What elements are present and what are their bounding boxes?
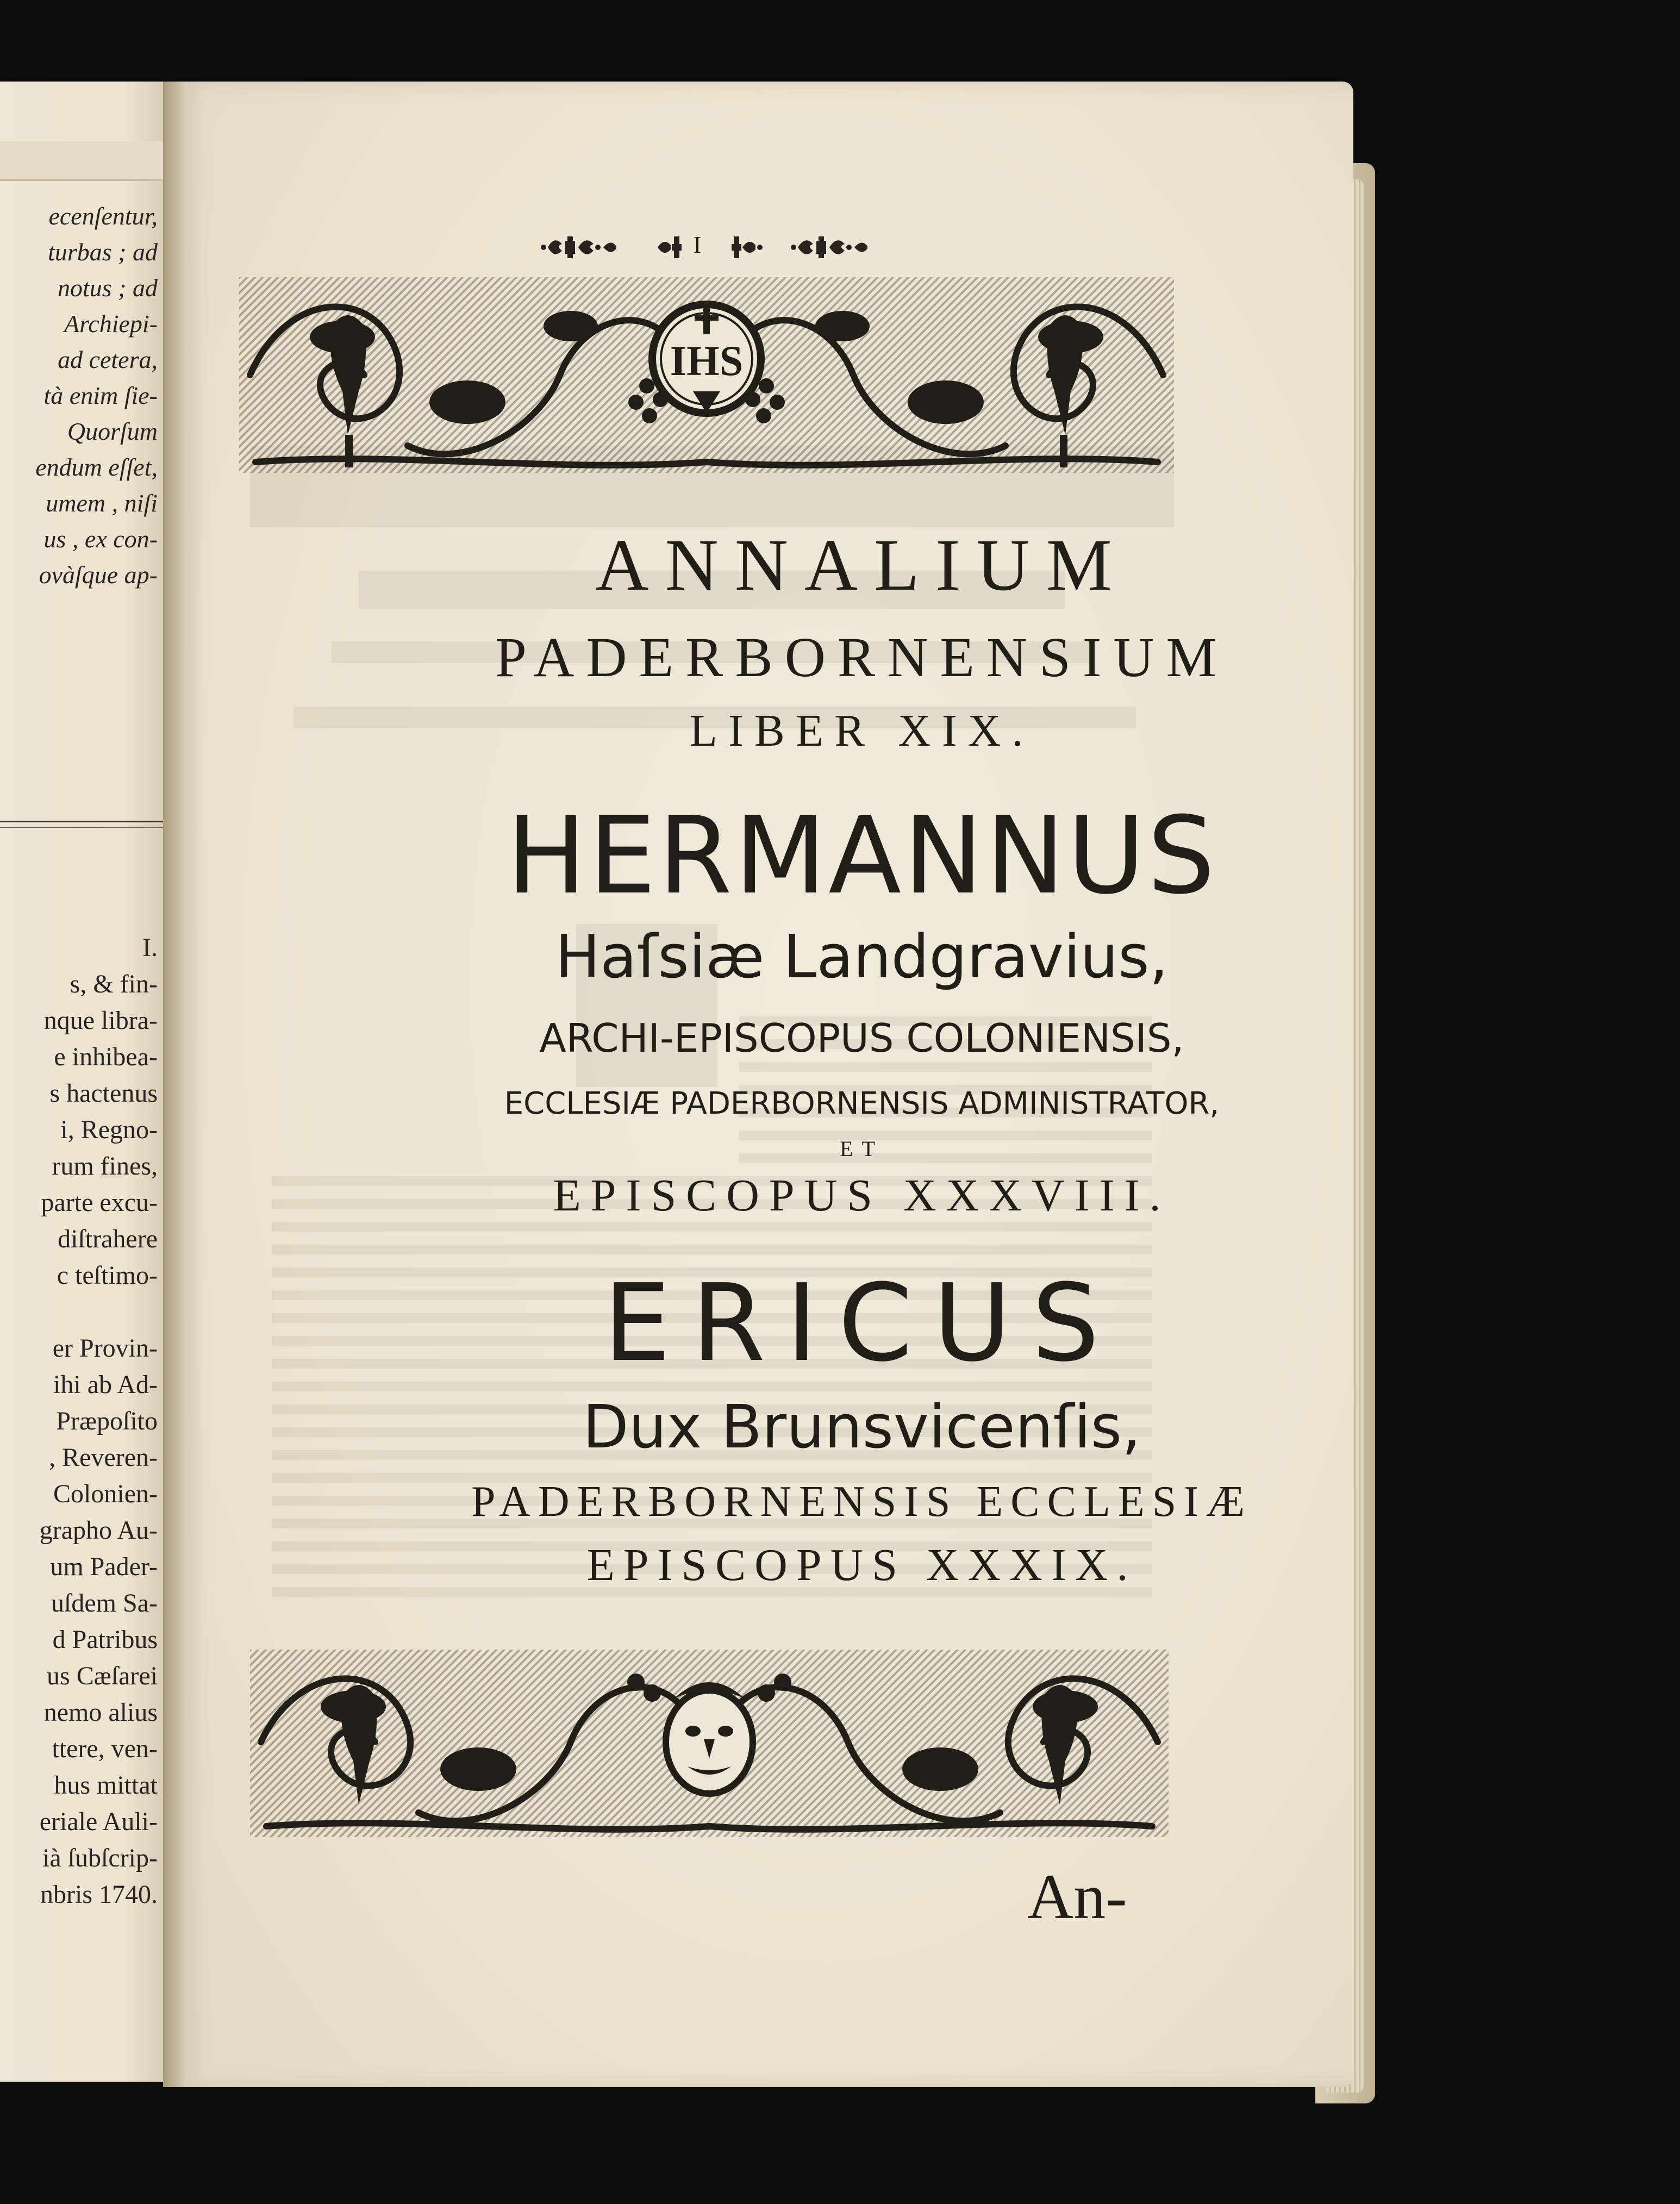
- ihs-monogram: IHS: [670, 337, 744, 384]
- left-page-line: I.: [142, 933, 158, 962]
- left-page-line: i, Regno-: [60, 1115, 158, 1144]
- hermannus-title-3: ECCLESIÆ PADERBORNENSIS ADMINISTRATOR,: [504, 1086, 1220, 1121]
- left-page-line: notus ; ad: [58, 274, 158, 302]
- fleuron-icon: [538, 228, 886, 266]
- hermannus-title-2: ARCHI-EPISCOPUS COLONIENSIS,: [539, 1015, 1184, 1061]
- ericus-episcopus: EPISCOPUS XXXIX.: [586, 1540, 1137, 1590]
- left-page-line: parte excu-: [41, 1188, 158, 1217]
- left-page-line: us , ex con-: [43, 525, 158, 553]
- left-page-line: Præpoſito: [56, 1407, 158, 1435]
- left-page: [0, 82, 179, 2082]
- left-page-line: c teſtimo-: [57, 1261, 158, 1290]
- left-page-line: us Cæſarei: [47, 1662, 158, 1690]
- bishop-name-ericus: ERICUS: [603, 1262, 1120, 1385]
- left-page-line: nque libra-: [43, 1006, 158, 1035]
- catchword: An-: [1027, 1861, 1127, 1932]
- left-page-line: Colonien-: [53, 1479, 158, 1508]
- conjunction-et: ET: [840, 1137, 884, 1161]
- left-page-line: d Patribus: [52, 1625, 158, 1654]
- title-annalium: ANNALIUM: [595, 525, 1128, 606]
- left-page-line: hus mittat: [54, 1771, 158, 1800]
- left-page-line: ihi ab Ad-: [53, 1370, 158, 1399]
- left-page-line: , Reveren-: [49, 1443, 158, 1472]
- left-page-line: eriale Auli-: [39, 1807, 158, 1836]
- hermannus-episcopus: EPISCOPUS XXXVIII.: [553, 1170, 1171, 1221]
- left-page-line: Archiepi-: [64, 310, 158, 338]
- title-liber: LIBER XIX.: [689, 705, 1034, 756]
- left-page-line: nemo alius: [43, 1698, 158, 1727]
- left-page-line: Quorſum: [67, 417, 158, 445]
- left-page-line: ttere, ven-: [52, 1734, 158, 1763]
- left-page-line: ovàſque ap-: [39, 561, 158, 589]
- ornamental-tailpiece-icon: [245, 1639, 1174, 1848]
- left-page-line: e inhibea-: [54, 1042, 158, 1071]
- left-page-line: rum fines,: [52, 1152, 158, 1181]
- left-page-line: tà enim ſie-: [43, 382, 158, 409]
- title-paderbornensium: PADERBORNENSIUM: [495, 626, 1229, 689]
- left-page-line: grapho Au-: [39, 1516, 158, 1545]
- left-page-line: er Provin-: [52, 1334, 158, 1363]
- hermannus-title-1: Haſsiæ Landgravius,: [555, 922, 1169, 991]
- left-page-line: ad cetera,: [58, 346, 158, 373]
- left-page-line: ecenſentur,: [48, 202, 158, 230]
- left-page-line: diſtrahere: [58, 1225, 158, 1253]
- left-page-top-strip: [0, 141, 168, 181]
- left-page-line: umem , niſi: [46, 489, 158, 517]
- left-page-line: uſdem Sa-: [51, 1589, 158, 1618]
- left-page-line: nbris 1740.: [40, 1880, 158, 1909]
- left-page-line: ià ſubſcrip-: [42, 1844, 158, 1872]
- left-page-line: s hactenus: [49, 1079, 158, 1108]
- left-page-line: s, & fin-: [70, 970, 158, 998]
- ericus-title-2: PADERBORNENSIS ECCLESIÆ: [471, 1478, 1253, 1526]
- left-page-line: endum eſſet,: [35, 453, 158, 481]
- ericus-title-1: Dux Brunsvicenſis,: [582, 1392, 1141, 1462]
- bishop-name-hermannus: HERMANNUS: [506, 794, 1217, 918]
- left-page-line: turbas ; ad: [48, 238, 158, 266]
- left-page-line: um Pader-: [50, 1552, 158, 1581]
- page-number: I: [693, 232, 702, 258]
- ornamental-headpiece-icon: [234, 266, 1179, 484]
